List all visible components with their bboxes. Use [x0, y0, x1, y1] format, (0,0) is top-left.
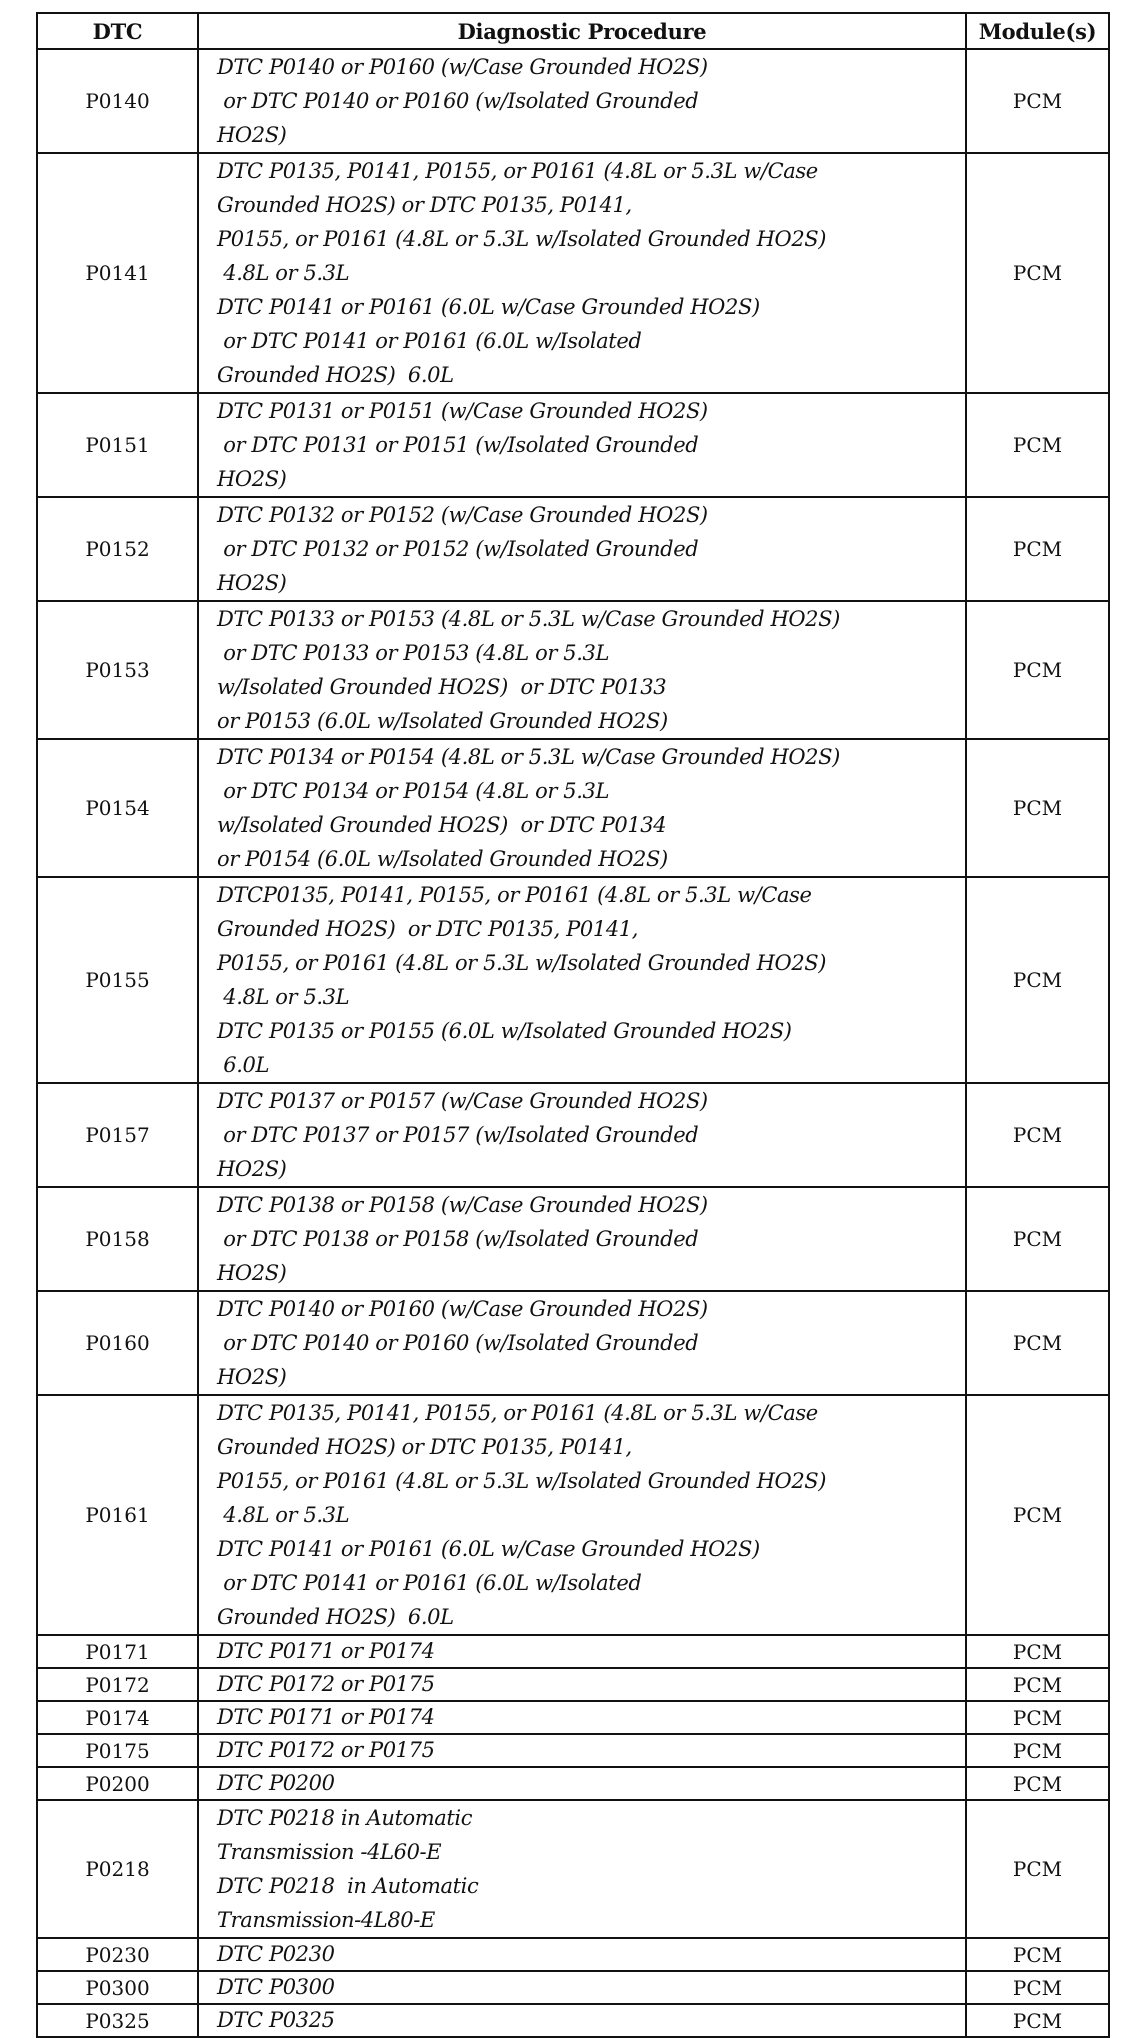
- dtc-code: P0160: [37, 1291, 198, 1395]
- module: PCM: [966, 2004, 1109, 2037]
- dtc-code: P0141: [37, 153, 198, 393]
- procedure-line: DTC P0133 or P0153 (4.8L or 5.3L w/Case Grounded HO2S): [217, 607, 840, 631]
- procedure-line: HO2S): [217, 1157, 287, 1181]
- module: PCM: [966, 1800, 1109, 1938]
- procedure-line: or DTC P0137 or P0157 (w/Isolated Grounded: [217, 1123, 699, 1147]
- procedure-line: DTC P0218 in Automatic: [217, 1806, 473, 1830]
- dtc-code: P0158: [37, 1187, 198, 1291]
- table-row: [37, 497, 1109, 601]
- procedure-line: P0155, or P0161 (4.8L or 5.3L w/Isolated Grounded HO2S): [217, 227, 827, 251]
- module: PCM: [966, 1938, 1109, 1971]
- diagnostic-procedure: [198, 601, 966, 739]
- procedure-line: 4.8L or 5.3L: [217, 261, 350, 285]
- procedure-line: Transmission -4L60-E: [217, 1840, 442, 1864]
- dtc-code: P0151: [37, 393, 198, 497]
- procedure-line: DTCP0135, P0141, P0155, or P0161 (4.8L or 5.3L w/Case: [217, 883, 812, 907]
- table-row: [37, 1291, 1109, 1395]
- procedure-line: Grounded HO2S) or DTC P0135, P0141,: [217, 917, 639, 941]
- table-row: [37, 601, 1109, 739]
- procedure-line: DTC P0200: [217, 1771, 335, 1795]
- procedure-line: DTC P0131 or P0151 (w/Case Grounded HO2S): [217, 399, 708, 423]
- procedure-line: Grounded HO2S) 6.0L: [217, 363, 454, 387]
- dtc-code: P0300: [37, 1971, 198, 2004]
- dtc-code: P0152: [37, 497, 198, 601]
- dtc-code: P0157: [37, 1083, 198, 1187]
- table-row: [37, 1800, 1109, 1938]
- table-row: [37, 2004, 1109, 2037]
- diagnostic-procedure: [198, 1971, 966, 2004]
- diagnostic-procedure: [198, 153, 966, 393]
- diagnostic-procedure: [198, 1734, 966, 1767]
- procedure-line: DTC P0172 or P0175: [217, 1738, 435, 1762]
- module: PCM: [966, 1395, 1109, 1635]
- procedure-line: or DTC P0131 or P0151 (w/Isolated Grounded: [217, 433, 699, 457]
- module: PCM: [966, 1971, 1109, 2004]
- table-body: [37, 49, 1109, 2037]
- diagnostic-procedure: [198, 1938, 966, 1971]
- dtc-code: P0174: [37, 1701, 198, 1734]
- procedure-line: DTC P0132 or P0152 (w/Case Grounded HO2S): [217, 503, 708, 527]
- dtc-code: P0175: [37, 1734, 198, 1767]
- table-row: [37, 1701, 1109, 1734]
- header-row: [37, 13, 1109, 49]
- procedure-line: 4.8L or 5.3L: [217, 985, 350, 1009]
- procedure-line: DTC P0172 or P0175: [217, 1672, 435, 1696]
- module: PCM: [966, 1083, 1109, 1187]
- procedure-line: or DTC P0134 or P0154 (4.8L or 5.3L: [217, 779, 609, 803]
- procedure-line: 4.8L or 5.3L: [217, 1503, 350, 1527]
- table-row: [37, 1971, 1109, 2004]
- procedure-line: DTC P0325: [217, 2008, 335, 2032]
- diagnostic-procedure: [198, 739, 966, 877]
- dtc-code: P0172: [37, 1668, 198, 1701]
- diagnostic-procedure: [198, 1800, 966, 1938]
- procedure-line: or DTC P0141 or P0161 (6.0L w/Isolated: [217, 329, 642, 353]
- procedure-line: DTC P0141 or P0161 (6.0L w/Case Grounded HO2S): [217, 1537, 760, 1561]
- procedure-line: 6.0L: [217, 1053, 270, 1077]
- module: PCM: [966, 153, 1109, 393]
- procedure-line: DTC P0171 or P0174: [217, 1705, 435, 1729]
- procedure-line: DTC P0300: [217, 1975, 335, 1999]
- table-row: [37, 49, 1109, 153]
- diagnostic-procedure: [198, 1187, 966, 1291]
- module: PCM: [966, 497, 1109, 601]
- table-row: [37, 877, 1109, 1083]
- procedure-line: P0155, or P0161 (4.8L or 5.3L w/Isolated Grounded HO2S): [217, 1469, 827, 1493]
- procedure-line: or P0153 (6.0L w/Isolated Grounded HO2S): [217, 709, 668, 733]
- module: PCM: [966, 601, 1109, 739]
- dtc-code: P0230: [37, 1938, 198, 1971]
- dtc-code: P0153: [37, 601, 198, 739]
- table-row: [37, 153, 1109, 393]
- procedure-line: DTC P0135, P0141, P0155, or P0161 (4.8L or 5.3L w/Case: [217, 159, 818, 183]
- header-procedure: Diagnostic Procedure: [198, 13, 966, 49]
- dtc-code: P0218: [37, 1800, 198, 1938]
- module: PCM: [966, 1734, 1109, 1767]
- procedure-line: DTC P0171 or P0174: [217, 1639, 435, 1663]
- procedure-line: or P0154 (6.0L w/Isolated Grounded HO2S): [217, 847, 668, 871]
- diagnostic-procedure: [198, 1635, 966, 1668]
- procedure-line: DTC P0141 or P0161 (6.0L w/Case Grounded HO2S): [217, 295, 760, 319]
- dtc-table: [36, 12, 1110, 2038]
- dtc-code: P0171: [37, 1635, 198, 1668]
- table-row: [37, 1083, 1109, 1187]
- table-row: [37, 1767, 1109, 1800]
- procedure-line: or DTC P0138 or P0158 (w/Isolated Grounded: [217, 1227, 699, 1251]
- procedure-line: DTC P0140 or P0160 (w/Case Grounded HO2S): [217, 1297, 708, 1321]
- table-row: [37, 1635, 1109, 1668]
- module: PCM: [966, 1291, 1109, 1395]
- procedure-line: DTC P0137 or P0157 (w/Case Grounded HO2S): [217, 1089, 708, 1113]
- diagnostic-procedure: [198, 1767, 966, 1800]
- procedure-line: Transmission-4L80-E: [217, 1908, 435, 1932]
- module: PCM: [966, 393, 1109, 497]
- diagnostic-procedure: [198, 497, 966, 601]
- procedure-line: DTC P0230: [217, 1942, 335, 1966]
- procedure-line: or DTC P0140 or P0160 (w/Isolated Grounded: [217, 1331, 699, 1355]
- diagnostic-procedure: [198, 2004, 966, 2037]
- table-row: [37, 739, 1109, 877]
- table-row: [37, 1734, 1109, 1767]
- diagnostic-procedure: [198, 1395, 966, 1635]
- procedure-line: DTC P0218 in Automatic: [217, 1874, 479, 1898]
- table-row: [37, 1187, 1109, 1291]
- module: PCM: [966, 739, 1109, 877]
- dtc-code: P0200: [37, 1767, 198, 1800]
- procedure-line: HO2S): [217, 467, 287, 491]
- procedure-line: HO2S): [217, 571, 287, 595]
- module: PCM: [966, 1767, 1109, 1800]
- module: PCM: [966, 1668, 1109, 1701]
- diagnostic-procedure: [198, 49, 966, 153]
- procedure-line: DTC P0135 or P0155 (6.0L w/Isolated Grounded HO2S): [217, 1019, 792, 1043]
- procedure-line: HO2S): [217, 123, 287, 147]
- procedure-line: w/Isolated Grounded HO2S) or DTC P0134: [217, 813, 667, 837]
- dtc-code: P0154: [37, 739, 198, 877]
- procedure-line: or DTC P0132 or P0152 (w/Isolated Grounded: [217, 537, 699, 561]
- procedure-line: P0155, or P0161 (4.8L or 5.3L w/Isolated Grounded HO2S): [217, 951, 827, 975]
- procedure-line: HO2S): [217, 1261, 287, 1285]
- dtc-code: P0140: [37, 49, 198, 153]
- table-row: [37, 393, 1109, 497]
- procedure-line: DTC P0140 or P0160 (w/Case Grounded HO2S): [217, 55, 708, 79]
- dtc-code: P0161: [37, 1395, 198, 1635]
- dtc-code: P0325: [37, 2004, 198, 2037]
- module: PCM: [966, 1701, 1109, 1734]
- procedure-line: DTC P0138 or P0158 (w/Case Grounded HO2S): [217, 1193, 708, 1217]
- table-row: [37, 1395, 1109, 1635]
- dtc-code: P0155: [37, 877, 198, 1083]
- module: PCM: [966, 877, 1109, 1083]
- diagnostic-procedure: [198, 1701, 966, 1734]
- diagnostic-procedure: [198, 393, 966, 497]
- header-modules: Module(s): [966, 13, 1109, 49]
- diagnostic-procedure: [198, 1083, 966, 1187]
- module: PCM: [966, 49, 1109, 153]
- procedure-line: DTC P0134 or P0154 (4.8L or 5.3L w/Case Grounded HO2S): [217, 745, 840, 769]
- procedure-line: or DTC P0140 or P0160 (w/Isolated Grounded: [217, 89, 699, 113]
- table-row: [37, 1668, 1109, 1701]
- procedure-line: w/Isolated Grounded HO2S) or DTC P0133: [217, 675, 667, 699]
- procedure-line: or DTC P0141 or P0161 (6.0L w/Isolated: [217, 1571, 642, 1595]
- table-row: [37, 1938, 1109, 1971]
- procedure-line: HO2S): [217, 1365, 287, 1389]
- procedure-line: Grounded HO2S) or DTC P0135, P0141,: [217, 1435, 632, 1459]
- procedure-line: or DTC P0133 or P0153 (4.8L or 5.3L: [217, 641, 609, 665]
- procedure-line: Grounded HO2S) 6.0L: [217, 1605, 454, 1629]
- module: PCM: [966, 1187, 1109, 1291]
- diagnostic-procedure: [198, 1668, 966, 1701]
- header-dtc: DTC: [37, 13, 198, 49]
- procedure-line: DTC P0135, P0141, P0155, or P0161 (4.8L or 5.3L w/Case: [217, 1401, 818, 1425]
- diagnostic-procedure: [198, 1291, 966, 1395]
- diagnostic-procedure: [198, 877, 966, 1083]
- module: PCM: [966, 1635, 1109, 1668]
- procedure-line: Grounded HO2S) or DTC P0135, P0141,: [217, 193, 632, 217]
